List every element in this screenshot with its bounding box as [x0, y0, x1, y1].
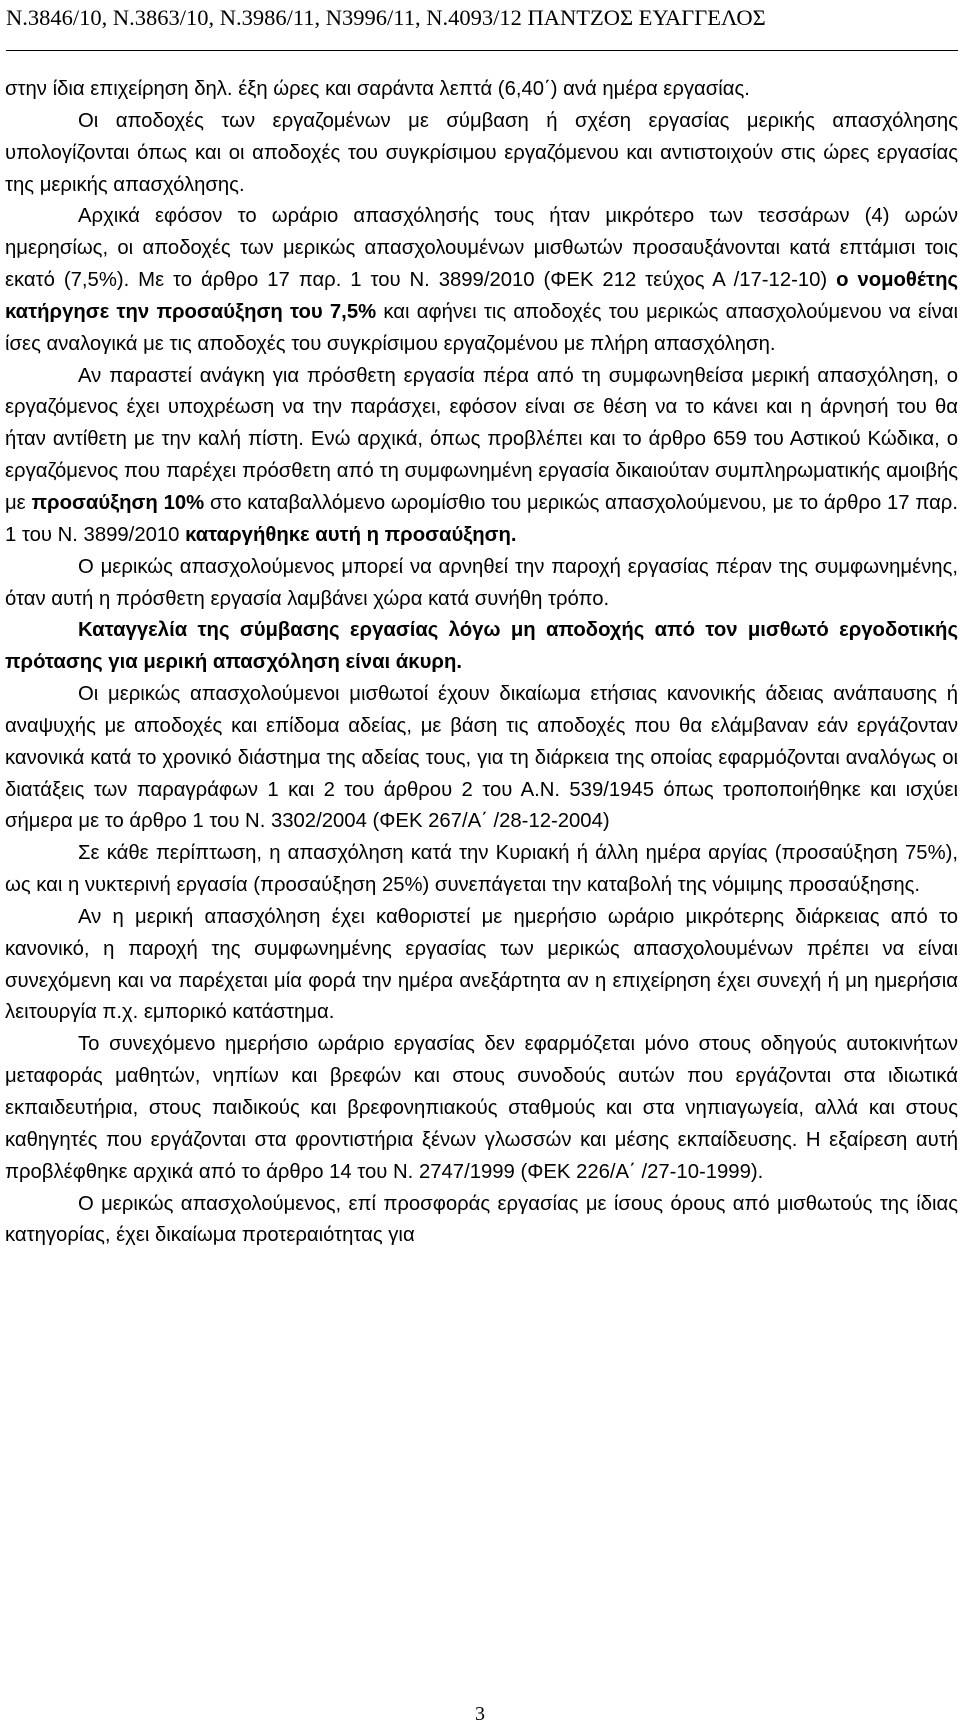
body-paragraph [5, 552, 958, 616]
text-run: Οι μερικώς απασχολούμενοι μισθωτοί έχουν δικαίωμα ετήσιας κανονικής άδειας ανάπαυσης ή αναψυχής με αποδοχές και επίδομα αδείας, με βάση τις αποδοχές που θα ελάμβαναν εάν εργάζονταν κανονικά κατά το χρονικό διάστημα της αδείας τους, για τη διάρκεια της οποίας εφαρμόζονται αναλόγως οι διατάξεις των παραγράφων 1 και 2 του άρθρου 2 του Α.Ν. 539/1945 όπως τροποποιήθηκε και ισχύει σήμερα με το άρθρο 1 του Ν. 3302/2004 (ΦΕΚ 267/Α΄ /28-12-2004) [5, 683, 958, 833]
body-paragraph [5, 106, 958, 202]
body-paragraph [5, 615, 958, 679]
body-paragraph [5, 902, 958, 1029]
body-paragraph [5, 679, 958, 838]
bold-text-run: προσαύξηση 10% [31, 491, 205, 514]
text-run: στην ίδια επιχείρηση δηλ. έξη ώρες και σαράντα λεπτά (6,40΄) ανά ημέρα εργασίας. [5, 78, 750, 100]
text-run: Οι αποδοχές των εργαζομένων με σύμβαση ή σχέση εργασίας μερικής απασχόλησης υπολογίζονται όπως και οι αποδοχές του συγκρίσιμου εργαζόμενου και αντιστοιχούν στις ώρες εργασίας της μερικής απασχόλησης. [5, 109, 958, 196]
text-run: Αν η μερική απασχόληση έχει καθοριστεί με ημερήσιο ωράριο μικρότερης διάρκειας από το κανονικό, η παροχή της συμφωνημένης εργασίας των μερικώς απασχολουμένων πρέπει να είναι συνεχόμενη και να παρέχεται μία φορά την ημέρα ανεξάρτητα αν η επιχείρηση έχει συνεχή ή μη ημερήσια λειτουργία π.χ. εμπορικό κατάστημα. [5, 905, 958, 1024]
page-number: 3 [475, 1703, 485, 1725]
text-run: στο καταβαλλόμενο ωρομίσθιο του μερικώς απασχολούμενου, με το άρθρο 17 παρ. 1 του Ν. 3899/2010 [5, 491, 958, 546]
bold-text-run: ο νομοθέτης κατήργησε την προσαύξηση του 7,5% [5, 269, 959, 323]
bold-text-run: Καταγγελία της σύμβασης εργασίας λόγω μη αποδοχής από τον μισθωτό εργοδοτικής πρότασης για μερική απασχόληση είναι άκυρη. [5, 619, 958, 674]
body-paragraph [5, 1189, 958, 1253]
text-run: Αρχικά εφόσον το ωράριο απασχόλησής τους ήταν μικρότερο των τεσσάρων (4) ωρών ημερησίως, οι αποδοχές των μερικώς απασχολουμένων μισθωτών προσαυξάνονται κατά επτάμισι τοις εκατό (7,5%). Με το άρθρο 17 παρ. 1 του Ν. 3899/2010 (ΦΕΚ 212 τεύχος Α /17-12-10) [5, 205, 958, 292]
text-run: και αφήνει τις αποδοχές του μερικώς απασχολούμενου να είναι ίσες αναλογικά με τις αποδοχές του συγκρίσιμου εργαζομένου με πλήρη απασχόληση. [5, 300, 958, 355]
text-run: Αν παραστεί ανάγκη για πρόσθετη εργασία πέρα από τη συμφωνηθείσα μερική απασχόληση, ο εργαζόμενος έχει υποχρέωση να την παράσχει, εφόσον είναι σε θέση να το κάνει και η άρνησή του θα ήταν αντίθετη με την καλή πίστη. Ενώ αρχικά, όπως προβλέπει και το άρθρο 659 του Αστικού Κώδικα, ο εργαζόμενος που παρέχει πρόσθετη από τη συμφωνημένη εργασία δικαιούταν συμπληρωματικής αμοιβής με [5, 364, 958, 514]
header-rule [6, 50, 958, 51]
running-header: Ν.3846/10, Ν.3863/10, Ν.3986/11, Ν3996/11, Ν.4093/12 ΠΑΝΤΖΟΣ ΕΥΑΓΓΕΛΟΣ [6, 5, 766, 30]
text-run: Ο μερικώς απασχολούμενος, επί προσφοράς εργασίας με ίσους όρους από μισθωτούς της ίδιας κατηγορίας, έχει δικαίωμα προτεραιότητας για [5, 1192, 958, 1247]
body-paragraph [5, 1029, 958, 1188]
body-paragraph [5, 201, 958, 360]
text-run: Σε κάθε περίπτωση, η απασχόληση κατά την Κυριακή ή άλλη ημέρα αργίας (προσαύξηση 75%), ως και η νυκτερινή εργασία (προσαύξηση 25%) συνεπάγεται την καταβολή της νόμιμης προσαύξησης. [5, 842, 958, 897]
text-run: Το συνεχόμενο ημερήσιο ωράριο εργασίας δεν εφαρμόζεται μόνο στους οδηγούς αυτοκινήτων μεταφοράς μαθητών, νηπίων και βρεφών και στους συνοδούς αυτών που εργάζονται στα ιδιωτικά εκπαιδευτήρια, στους παιδικούς και βρεφονηπιακούς σταθμούς και στα νηπιαγωγεία, αλλά και στους καθηγητές που εργάζονται στα φροντιστήρια ξένων γλωσσών και μέσης εκπαίδευσης. Η εξαίρεση αυτή προβλέφθηκε αρχικά από το άρθρο 14 του Ν. 2747/1999 (ΦΕΚ 226/Α΄ /27-10-1999). [5, 1033, 958, 1183]
document-body [5, 74, 958, 1252]
body-paragraph [5, 838, 958, 902]
body-paragraph [5, 74, 958, 106]
bold-text-run: καταργήθηκε αυτή η προσαύξηση. [185, 523, 517, 546]
body-paragraph [5, 361, 958, 552]
text-run: Ο μερικώς απασχολούμενος μπορεί να αρνηθεί την παροχή εργασίας πέραν της συμφωνημένης, όταν αυτή η πρόσθετη εργασία λαμβάνει χώρα κατά συνήθη τρόπο. [5, 555, 958, 610]
